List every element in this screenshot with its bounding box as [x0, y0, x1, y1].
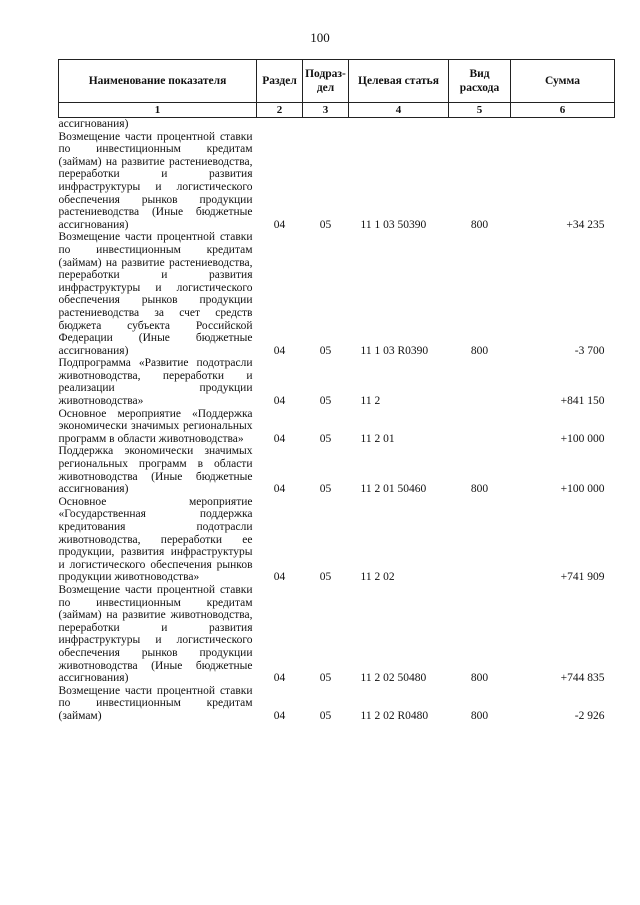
row-name: Поддержка экономически значимых региональных программ в области животноводства (Иные бюджетные ассигнования) [58, 445, 253, 496]
row-expense-type: 800 [470, 218, 489, 231]
table-row [59, 118, 615, 131]
header-subsection: Подраз-дел [303, 60, 349, 103]
row-section [257, 118, 303, 131]
table-row [59, 445, 615, 495]
column-number: 4 [349, 103, 449, 118]
row-expense-type [449, 118, 511, 131]
row-amount: +34 235 [566, 218, 605, 231]
row-expense-type [449, 496, 511, 584]
column-number: 5 [449, 103, 511, 118]
row-target: 11 2 02 R0480 [360, 709, 429, 722]
row-section: 04 [273, 709, 286, 722]
table-row [59, 231, 615, 357]
column-number: 6 [511, 103, 615, 118]
header-target: Целевая статья [349, 60, 449, 103]
row-expense-type: 800 [470, 709, 489, 722]
row-name: Основное мероприятие «Государственная поддержка кредитования подотрасли животноводства, переработки ее продукции, развития инфраструктуры и логистического обеспечения рынков продукции животноводства» [58, 495, 253, 584]
header-name: Наименование показателя [59, 60, 257, 103]
row-name: Основное мероприятие «Поддержка экономически значимых региональных программ в области животноводства» [58, 407, 253, 445]
header-section: Раздел [257, 60, 303, 103]
column-number: 1 [59, 103, 257, 118]
table-row [59, 685, 615, 723]
row-subsection: 05 [319, 483, 332, 496]
row-target: 11 1 03 R0390 [360, 344, 429, 357]
row-section: 04 [273, 571, 286, 584]
table-row [59, 408, 615, 446]
row-subsection [303, 118, 349, 131]
row-name: Возмещение части процентной ставки по инвестиционным кредитам (займам) на развитие животноводства, переработки и развития инфраструктуры и логистического обеспечения рынков продукции животноводства (Иные бюджетные ассигнования) [58, 583, 253, 685]
row-subsection: 05 [319, 432, 332, 445]
row-expense-type: 800 [470, 672, 489, 685]
row-name: Возмещение части процентной ставки по инвестиционным кредитам (займам) на развитие растениеводства, переработки и развития инфраструктуры и логистического обеспечения рынков продукции растениеводства за счет средств бюджета субъекта Российской Федерации (Иные бюджетные ассигнования) [58, 231, 253, 357]
row-subsection: 05 [319, 218, 332, 231]
row-amount: -3 700 [574, 344, 605, 357]
row-section: 04 [273, 218, 286, 231]
row-target: 11 1 03 50390 [360, 218, 427, 231]
row-target: 11 2 01 50460 [360, 483, 427, 496]
row-name: Возмещение части процентной ставки по инвестиционным кредитам (займам) на развитие растениеводства, переработки и развития инфраструктуры и логистического обеспечения рынков продукции растениеводства (Иные бюджетные ассигнования) [58, 130, 253, 231]
row-subsection: 05 [319, 672, 332, 685]
row-amount: +744 835 [560, 672, 605, 685]
row-expense-type: 800 [470, 344, 489, 357]
table-row [59, 584, 615, 685]
table-row [59, 131, 615, 232]
header-expense-type: Вид расхода [449, 60, 511, 103]
table-body [59, 118, 615, 723]
row-target: 11 2 [360, 395, 381, 408]
row-subsection: 05 [319, 571, 332, 584]
row-target: 11 2 01 [360, 432, 395, 445]
row-subsection: 05 [319, 395, 332, 408]
row-expense-type [449, 408, 511, 446]
row-amount: +741 909 [560, 571, 605, 584]
row-amount: +100 000 [560, 483, 605, 496]
page-number: 100 [310, 30, 330, 45]
table-row [59, 496, 615, 584]
row-subsection: 05 [319, 709, 332, 722]
row-name: Возмещение части процентной ставки по инвестиционным кредитам (займам) [58, 684, 253, 722]
row-amount: +100 000 [560, 432, 605, 445]
column-number: 2 [257, 103, 303, 118]
row-target [349, 118, 449, 131]
row-section: 04 [273, 344, 286, 357]
row-amount: +841 150 [560, 395, 605, 408]
row-amount: -2 926 [574, 709, 605, 722]
table-header [59, 60, 615, 118]
row-name: Подпрограмма «Развитие подотрасли животноводства, переработки и реализации продукции животноводства» [58, 357, 253, 408]
row-expense-type: 800 [470, 483, 489, 496]
row-section: 04 [273, 483, 286, 496]
row-subsection: 05 [319, 344, 332, 357]
header-amount: Сумма [511, 60, 615, 103]
row-expense-type [449, 357, 511, 407]
row-section: 04 [273, 395, 286, 408]
row-section: 04 [273, 672, 286, 685]
table-row [59, 357, 615, 407]
row-amount [511, 118, 615, 131]
row-target: 11 2 02 50480 [360, 672, 427, 685]
budget-table [58, 59, 615, 723]
row-section: 04 [273, 432, 286, 445]
row-target: 11 2 02 [360, 571, 395, 584]
row-name: ассигнования) [58, 118, 129, 130]
column-number: 3 [303, 103, 349, 118]
